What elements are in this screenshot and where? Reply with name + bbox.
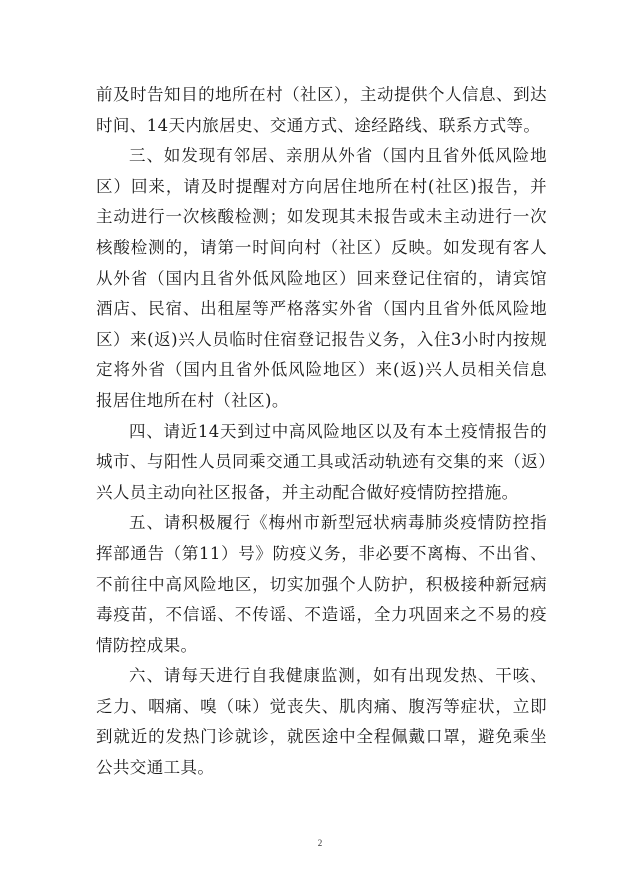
paragraph-continuation: 前及时告知目的地所在村（社区），主动提供个人信息、到达时间、14天内旅居史、交通方式、途经路线、联系方式等。	[96, 85, 547, 135]
paragraph-item-four: 四、请近14天到过中高风险地区以及有本土疫情报告的城市、与阳性人员同乘交通工具或活动轨迹有交集的来（返）兴人员主动向社区报备，并主动配合做好疫情防控措施。	[96, 421, 547, 502]
paragraph-item-five: 五、请积极履行《梅州市新型冠状病毒肺炎疫情防控指挥部通告（第11）号》防疫义务，非必要不离梅、不出省、不前往中高风险地区，切实加强个人防护，积极接种新冠病毒疫苗，不信谣、不传谣、不造谣，全力巩固来之不易的疫情防控成果。	[96, 513, 547, 655]
page-number: 2	[317, 838, 323, 848]
document-body	[96, 80, 547, 784]
paragraph-item-three: 三、如发现有邻居、亲朋从外省（国内且省外低风险地区）回来，请及时提醒对方向居住地所在村(社区)报告，并主动进行一次核酸检测；如发现其未报告或未主动进行一次核酸检测的，请第一时间向村（社区）反映。如发现有客人从外省（国内且省外低风险地区）回来登记住宿的，请宾馆酒店、民宿、出租屋等严格落实外省（国内且省外低风险地区）来(返)兴人员临时住宿登记报告义务，入住3小时内按规定将外省（国内且省外低风险地区）来(返)兴人员相关信息报居住地所在村（社区)。	[96, 146, 547, 410]
paragraph-item-six: 六、请每天进行自我健康监测，如有出现发热、干咳、乏力、咽痛、嗅（味）觉丧失、肌肉痛、腹泻等症状，立即到就近的发热门诊就诊，就医途中全程佩戴口罩，避免乘坐公共交通工具。	[96, 666, 547, 778]
